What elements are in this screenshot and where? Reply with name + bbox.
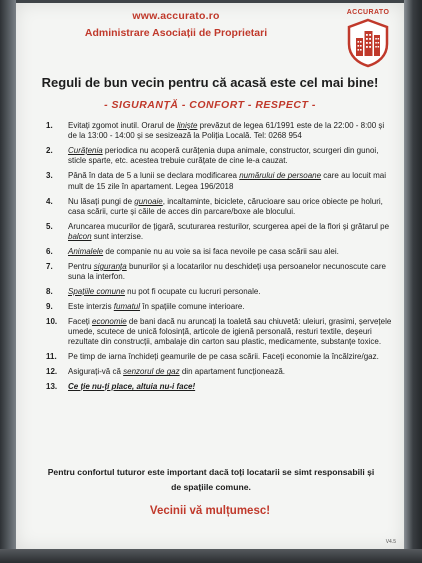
rule-emphasis: Ce ție nu-ți place, altuia nu-i face! <box>68 382 196 392</box>
rule-number: 13. <box>46 382 58 392</box>
logo-text: ACCURATO <box>346 9 390 16</box>
rule-text: , incaltaminte, biciclete, cărucioare sau orice obiecte pe holuri, casa scării, curte și căile de acces din parcare/boxe ale blocului. <box>68 196 383 216</box>
rule-emphasis: Spațiile comune <box>68 287 125 297</box>
rule-emphasis: economie <box>92 316 127 326</box>
rule-item <box>46 262 394 283</box>
rule-text: periodica nu acoperă curățenia dupa animale, constructor, scurgeri din gunoi, sticle sparte, etc. acestea trebuie curățate de cine le-a cauzat. <box>68 146 379 166</box>
rules-list <box>46 121 394 397</box>
rule-number: 12. <box>46 367 58 377</box>
rule-text: sunt interzise. <box>91 232 144 242</box>
rule-text: Până în data de 5 a lunii se declara modificarea <box>68 171 240 181</box>
rule-emphasis: gunoaie <box>134 196 163 206</box>
version-label: V4.5 <box>385 539 396 545</box>
rule-emphasis: senzorul de gaz <box>123 367 180 377</box>
door-frame-left <box>0 0 16 563</box>
rule-item <box>46 317 394 348</box>
rule-item <box>46 367 394 377</box>
accurato-logo <box>340 9 396 71</box>
notice-motto: - SIGURANȚĂ - CONFORT - RESPECT - <box>104 99 316 111</box>
rule-text: Faceți <box>68 316 93 326</box>
rule-text: Evitați zgomot inutil. Orarul de <box>68 121 177 130</box>
rule-item <box>46 287 394 297</box>
rule-number: 1. <box>46 121 53 130</box>
rule-number: 8. <box>46 287 53 297</box>
rule-text: Asigurați-vă că <box>68 367 124 377</box>
rule-number: 7. <box>46 261 53 271</box>
notice-title: Reguli de bun vecin pentru că acasă este cel mai bine! <box>41 75 379 90</box>
rule-item <box>46 352 394 362</box>
rule-text: bunurilor și a locatarilor nu deschideți ușa persoanelor necunoscute care suna la interfon. <box>68 261 386 282</box>
rule-item <box>46 222 394 243</box>
rule-text: de companie nu au voie sa isi faca nevoile pe casa scării sau alei. <box>103 246 339 256</box>
rule-text: Aruncarea mucurilor de țigară, scuturarea resturilor, scurgerea apei de la flori și grătarul pe <box>68 221 390 231</box>
rule-text: Este interzis <box>68 301 114 311</box>
rule-emphasis: balcon <box>68 232 92 242</box>
rule-number: 3. <box>46 171 53 181</box>
rule-number: 4. <box>46 196 53 206</box>
rule-emphasis: Animalele <box>68 246 104 256</box>
rule-item <box>46 382 394 392</box>
rule-text: care au locuit mai mult de 15 zile în apartament. Legea 196/2018 <box>68 171 386 191</box>
rule-text: de bani dacă nu aruncați la toaletă sau chiuvetă: uleiuri, grasimi, șervețele umede, scutece de unică folosință, articole de igienă personală, resturi textile, deșeuri rezultate din construcții, ambalaje din carton sau plastic, medicamente, substanțe toxice. <box>68 316 392 347</box>
thanks-message: Vecinii vă mulțumesc! <box>149 505 271 517</box>
door-frame-bottom <box>0 549 422 563</box>
rule-item <box>46 121 394 142</box>
building-shield-icon <box>346 18 390 68</box>
rule-text: Pentru <box>68 261 94 271</box>
notice-sheet <box>16 3 404 549</box>
rule-number: 6. <box>46 246 53 256</box>
rule-text: Pe timp de iarna închideți geamurile de pe casa scării. Faceți economie la încălzire/gaz. <box>68 352 379 362</box>
rule-number: 2. <box>46 146 53 156</box>
rule-item <box>46 302 394 312</box>
website-link: www.accurato.ro <box>132 10 220 22</box>
rule-item <box>46 171 394 192</box>
closing-note: Pentru confortul tuturor este important dacă toți locatarii se simt responsabili și de spațiile comune. <box>47 467 375 492</box>
rule-item <box>46 146 394 167</box>
rule-number: 11. <box>46 352 57 362</box>
rule-number: 9. <box>46 301 53 311</box>
rule-text: în spațiile comune interioare. <box>140 301 245 311</box>
rule-emphasis: numărului de persoane <box>239 171 322 181</box>
rule-emphasis: liniște <box>176 121 198 130</box>
rule-emphasis: Curățenia <box>68 146 103 156</box>
rule-item <box>46 197 394 218</box>
rule-emphasis: siguranța <box>93 261 127 271</box>
rule-text: prevăzut de legea 61/1991 este de la 22:00 - 8:00 și de la 13:00 - 14:00 și se sesizează la Poliția Locală. Tel: 0268 954 <box>68 121 385 141</box>
association-name: Administrare Asociații de Proprietari <box>84 27 268 39</box>
rule-text: din apartament funcționează. <box>179 367 286 377</box>
rule-number: 5. <box>46 221 53 231</box>
rule-text: nu pot fi ocupate cu lucruri personale. <box>124 287 261 297</box>
rule-emphasis: fumatul <box>113 301 141 311</box>
rule-number: 10. <box>46 316 58 326</box>
rule-item <box>46 247 394 257</box>
rule-text: Nu lăsați pungi de <box>68 196 135 206</box>
door-frame-right <box>404 0 422 563</box>
